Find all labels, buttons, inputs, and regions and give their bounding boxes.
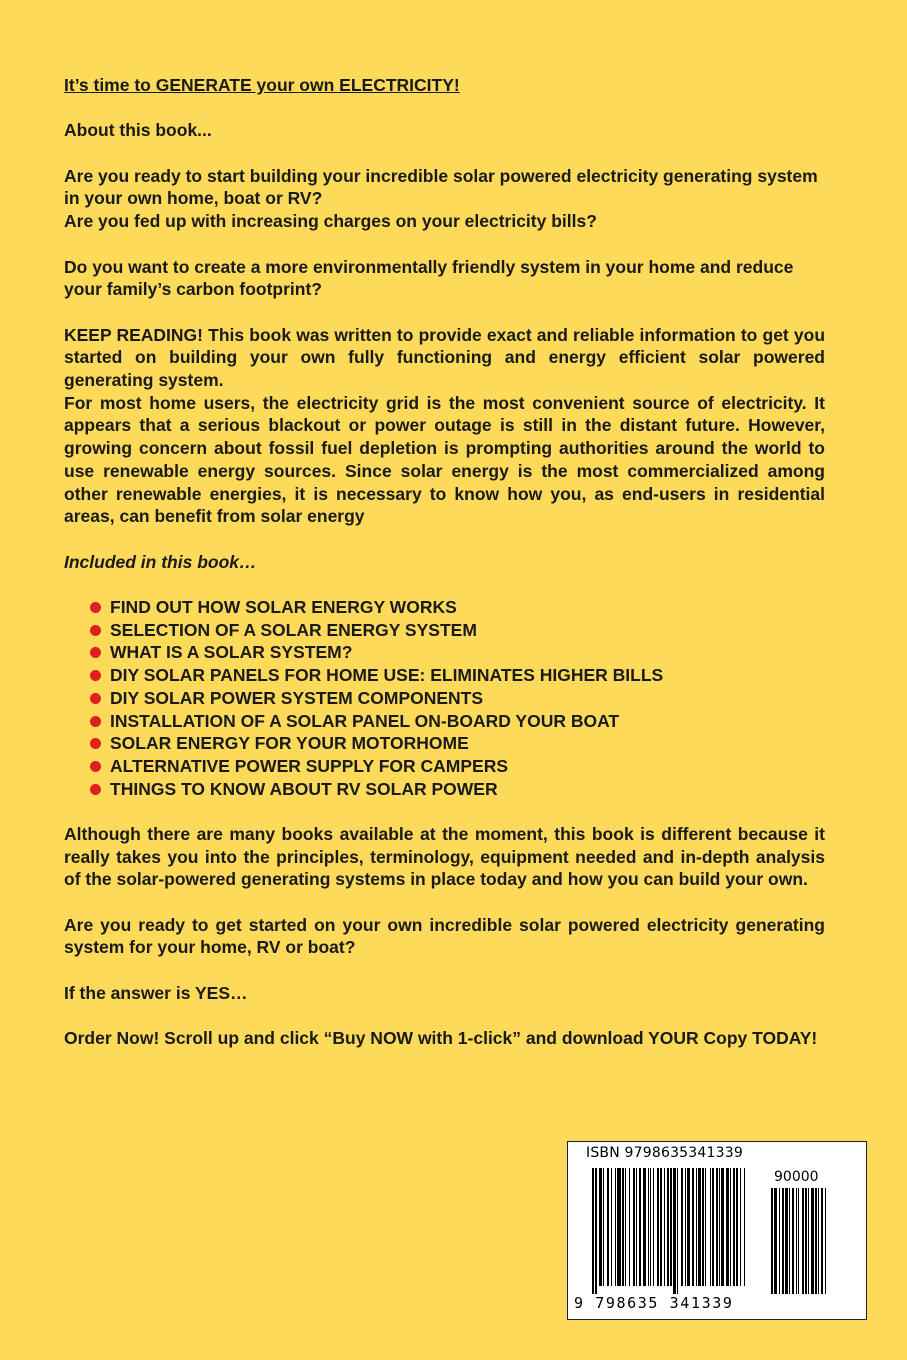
list-item: WHAT IS A SOLAR SYSTEM? — [90, 641, 825, 664]
barcode-bar — [607, 1168, 609, 1286]
barcode-bar — [673, 1168, 676, 1294]
keep-reading-body: This book was written to provide exact and reliable information to get you started on building your own fully functioning and energy efficient solar powered generating system. — [64, 324, 826, 391]
bullet-dot-icon — [90, 693, 101, 704]
barcode-bar — [733, 1168, 735, 1286]
barcode-bar — [782, 1188, 784, 1294]
barcode-bar — [821, 1188, 823, 1294]
list-item: DIY SOLAR PANELS FOR HOME USE: ELIMINATES HIGHER BILLS — [90, 664, 825, 687]
barcode-bar — [653, 1168, 654, 1286]
order-now: Order Now! Scroll up and click “Buy NOW with 1-click” and download YOUR Copy TODAY! — [64, 1028, 818, 1049]
barcode-bar — [774, 1188, 777, 1294]
barcode-bar — [633, 1168, 635, 1286]
barcode-bar — [771, 1188, 773, 1294]
answer-yes: If the answer is YES… — [64, 982, 248, 1003]
list-item: DIY SOLAR POWER SYSTEM COMPONENTS — [90, 687, 825, 710]
barcode-bar — [825, 1188, 826, 1294]
barcode-bar — [677, 1168, 678, 1294]
back-cover-text — [64, 74, 825, 1050]
barcode-bar — [719, 1168, 720, 1286]
intro-question-3: Do you want to create a more environmentally friendly system in your home and reduce your family’s carbon footprint? — [64, 256, 794, 300]
isbn-label: ISBN 9798635341339 — [586, 1145, 743, 1161]
get-started-paragraph: Are you ready to get started on your own incredible solar powered electricity generating system for your home, RV or boat? — [64, 914, 825, 958]
barcode-bar — [687, 1168, 690, 1286]
barcode-bar — [625, 1168, 626, 1286]
difference-paragraph: Although there are many books available at the moment, this book is different because it really takes you into the principles, terminology, equipment needed and in-depth analysis of the solar-powered generating systems in place today and how you can build your own. — [64, 823, 825, 890]
cover-heading: It’s time to GENERATE your own ELECTRICITY! — [64, 75, 460, 95]
barcode-bar — [603, 1168, 604, 1286]
barcode-bar — [802, 1188, 804, 1294]
bullet-dot-icon — [90, 602, 101, 613]
contents-list — [64, 596, 825, 800]
barcode-bar — [599, 1168, 602, 1286]
list-item: THINGS TO KNOW ABOUT RV SOLAR POWER — [90, 778, 825, 801]
barcode-bar — [685, 1168, 686, 1286]
barcode-bar — [615, 1168, 616, 1286]
keep-reading-paragraph — [64, 324, 825, 392]
list-item: SELECTION OF A SOLAR ENERGY SYSTEM — [90, 619, 825, 642]
barcode-bar — [726, 1168, 729, 1286]
barcode-bar — [736, 1168, 738, 1286]
barcode-bar — [818, 1188, 819, 1294]
barcode-bar — [789, 1188, 790, 1294]
barcode-bar — [811, 1188, 814, 1294]
barcode-bar — [643, 1168, 646, 1286]
barcode-bar — [622, 1168, 624, 1286]
barcode-bar — [696, 1168, 697, 1286]
grid-paragraph: For most home users, the electricity grid is the most convenient source of electricity. It appears that a serious blackout or power outage is still in the distant future. However, growing concern about fossil fuel depletion is prompting authorities around the world to use renewable energy sources. Since solar energy is the most commercialized among other renewable energies, it is necessary to know how you, as end-users in residential areas, can benefit from solar energy — [64, 392, 825, 527]
barcode — [567, 1141, 867, 1320]
list-item: FIND OUT HOW SOLAR ENERGY WORKS — [90, 596, 825, 619]
barcode-bars — [592, 1168, 762, 1296]
barcode-bar — [636, 1168, 637, 1286]
price-code: 90000 — [774, 1169, 819, 1185]
barcode-bar — [595, 1168, 597, 1294]
barcode-bar — [792, 1188, 794, 1294]
barcode-bar — [698, 1168, 701, 1286]
list-item: INSTALLATION OF A SOLAR PANEL ON-BOARD YOUR BOAT — [90, 710, 825, 733]
intro-question-2: Are you fed up with increasing charges on your electricity bills? — [64, 211, 597, 232]
bullet-dot-icon — [90, 761, 101, 772]
list-item: ALTERNATIVE POWER SUPPLY FOR CAMPERS — [90, 755, 825, 778]
barcode-bar — [721, 1168, 724, 1286]
barcode-bar — [639, 1168, 641, 1286]
about-label: About this book... — [64, 120, 212, 141]
barcode-bar — [808, 1188, 809, 1294]
barcode-bar — [740, 1168, 741, 1286]
barcode-bar — [592, 1168, 594, 1294]
barcode-bar — [667, 1168, 669, 1286]
barcode-bar — [805, 1188, 807, 1294]
barcode-bar — [815, 1188, 817, 1294]
barcode-bar — [611, 1168, 612, 1286]
keep-reading-lead: KEEP READING! — [64, 324, 204, 345]
barcode-bar — [716, 1168, 718, 1286]
barcode-bar — [796, 1188, 797, 1294]
included-label: Included in this book… — [64, 551, 257, 572]
bullet-dot-icon — [90, 738, 101, 749]
bullet-dot-icon — [90, 716, 101, 727]
barcode-addon-bars — [771, 1188, 851, 1296]
barcode-bar — [702, 1168, 704, 1286]
barcode-bar — [712, 1168, 714, 1286]
barcode-bar — [648, 1168, 649, 1286]
barcode-bar — [670, 1168, 672, 1286]
barcode-bar — [681, 1168, 683, 1286]
barcode-bar — [660, 1168, 662, 1286]
list-item: SOLAR ENERGY FOR YOUR MOTORHOME — [90, 732, 825, 755]
barcode-bar — [629, 1168, 630, 1286]
barcode-bar — [692, 1168, 694, 1286]
barcode-digits: 9 798635 341339 — [574, 1294, 734, 1312]
barcode-bar — [798, 1188, 799, 1294]
barcode-bar — [705, 1168, 706, 1286]
barcode-bar — [785, 1188, 788, 1294]
barcode-bar — [664, 1168, 665, 1286]
barcode-bar — [617, 1168, 621, 1286]
bullet-dot-icon — [90, 784, 101, 795]
barcode-bar — [650, 1168, 651, 1286]
bullet-dot-icon — [90, 625, 101, 636]
barcode-bar — [779, 1188, 780, 1294]
bullet-dot-icon — [90, 670, 101, 681]
barcode-bar — [710, 1168, 711, 1286]
barcode-bar — [657, 1168, 659, 1286]
barcode-bar — [744, 1168, 745, 1286]
bullet-dot-icon — [90, 647, 101, 658]
barcode-bar — [730, 1168, 731, 1286]
intro-question-1: Are you ready to start building your incredible solar powered electricity generating system in your own home, boat or RV? — [64, 165, 818, 209]
